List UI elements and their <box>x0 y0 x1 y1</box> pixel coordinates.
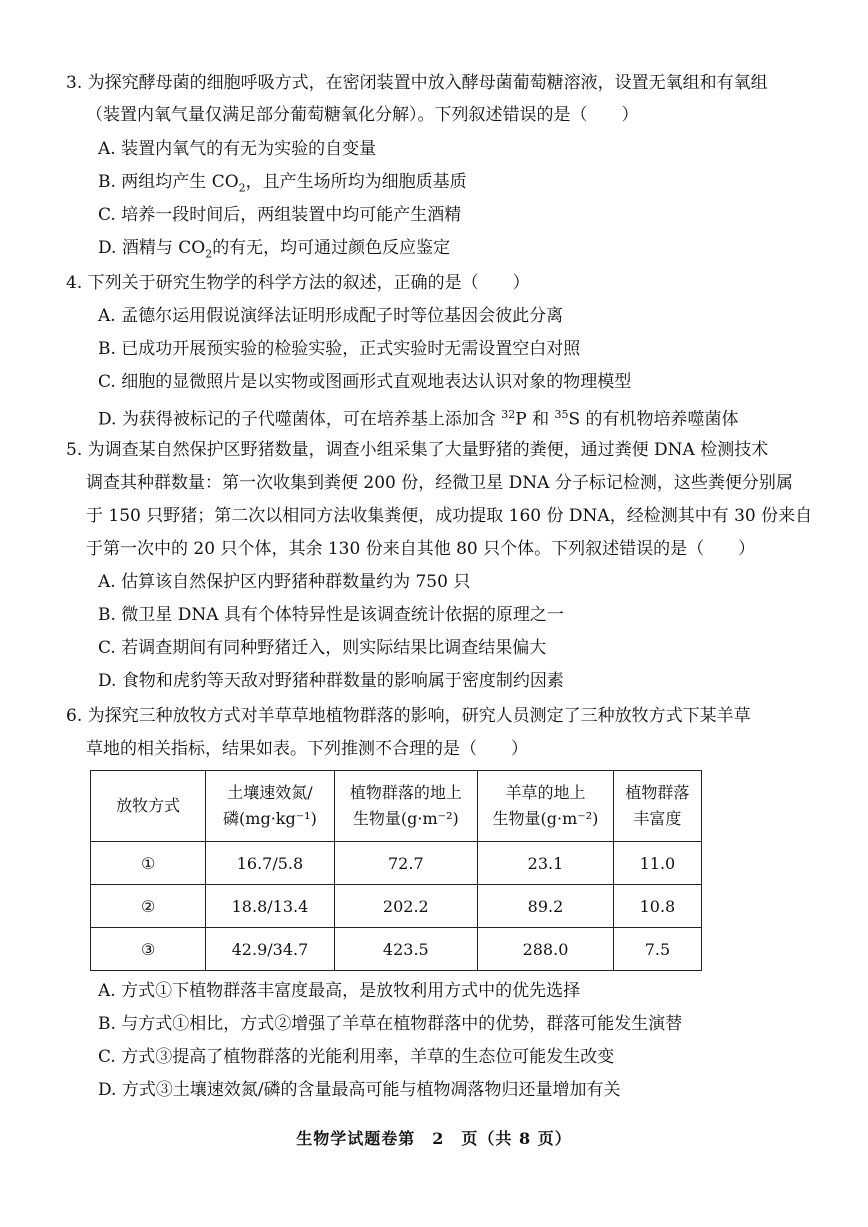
table-cell: ③ <box>91 928 206 971</box>
header-leymus-biomass-line1: 羊草的地上 <box>505 783 586 802</box>
header-leymus-biomass <box>478 771 614 842</box>
q4-option-c: C. 细胞的显微照片是以实物或图画形式直观地表达认识对象的物理模型 <box>98 372 632 392</box>
table-cell: 16.7/5.8 <box>206 842 334 885</box>
q3-option-b-text: B. 两组均产生 CO <box>98 172 239 192</box>
header-soil-n-p <box>206 771 334 842</box>
q5-stem-line2: 调查其种群数量：第一次收集到粪便 200 份，经微卫星 DNA 分子标记检测，这些粪便分别属 <box>86 473 793 493</box>
q3-option-d-sub: 2 <box>205 247 213 261</box>
q4-option-d <box>98 404 739 431</box>
header-soil-n-p-line2: 磷(mg·kg⁻¹) <box>223 809 317 828</box>
q3-option-c: C. 培养一段时间后，两组装置中均可能产生酒精 <box>98 205 462 225</box>
table-cell: 18.8/13.4 <box>206 885 334 928</box>
table-header-row <box>91 771 702 842</box>
header-community-biomass <box>334 771 478 842</box>
q4-option-d-text-mid: P 和 <box>515 409 555 430</box>
header-community-biomass-line1: 植物群落的地上 <box>349 783 462 802</box>
q4-option-d-sup1: 32 <box>501 408 516 421</box>
table-cell: ② <box>91 885 206 928</box>
q5-option-a: A. 估算该自然保护区内野猪种群数量约为 750 只 <box>98 572 471 592</box>
q3-option-d-text: D. 酒精与 CO <box>98 238 206 258</box>
table-row <box>91 928 702 971</box>
q6-option-d: D. 方式③土壤速效氮/磷的含量最高可能与植物凋落物归还量增加有关 <box>98 1080 621 1100</box>
q3-stem-line2: （装置内氧气量仅满足部分葡萄糖氧化分解）。下列叙述错误的是（ ） <box>86 105 639 125</box>
q4-option-b: B. 已成功开展预实验的检验实验，正式实验时无需设置空白对照 <box>98 339 581 359</box>
table-cell: 42.9/34.7 <box>206 928 334 971</box>
q5-stem-line3: 于 150 只野猪；第二次以相同方法收集粪便，成功提取 160 份 DNA，经检测其中有 30 份来自 <box>86 506 813 526</box>
q6-option-b: B. 与方式①相比，方式②增强了羊草在植物群落中的优势，群落可能发生演替 <box>98 1014 683 1034</box>
q3-option-b-sub: 2 <box>238 181 246 195</box>
table-cell: 89.2 <box>478 885 614 928</box>
q3-option-d <box>98 237 450 265</box>
table-row <box>91 842 702 885</box>
header-richness-line1: 植物群落 <box>625 783 690 802</box>
q3-option-b <box>98 171 467 199</box>
table-cell: 288.0 <box>478 928 614 971</box>
q4-option-d-sup2: 35 <box>554 408 569 421</box>
q4-stem: 4. 下列关于研究生物学的科学方法的叙述，正确的是（ ） <box>66 273 530 293</box>
table-cell: 72.7 <box>334 842 478 885</box>
table-cell: 23.1 <box>478 842 614 885</box>
header-richness-line2: 丰富度 <box>633 809 682 828</box>
header-grazing-mode-text: 放牧方式 <box>116 796 181 815</box>
table-cell: ① <box>91 842 206 885</box>
table-cell: 202.2 <box>334 885 478 928</box>
q5-stem-line4: 于第一次中的 20 只个体，其余 130 份来自其他 80 只个体。下列叙述错误的是（ ） <box>86 539 756 559</box>
grazing-data-table <box>90 770 702 971</box>
table-cell: 11.0 <box>613 842 701 885</box>
q3-option-a: A. 装置内氧气的有无为实验的自变量 <box>98 139 377 159</box>
q6-stem-line2: 草地的相关指标，结果如表。下列推测不合理的是（ ） <box>86 739 528 759</box>
q5-option-d: D. 食物和虎豹等天敌对野猪种群数量的影响属于密度制约因素 <box>98 671 564 691</box>
table-cell: 423.5 <box>334 928 478 971</box>
table-row <box>91 885 702 928</box>
table-cell: 7.5 <box>613 928 701 971</box>
q3-stem-line1: 3. 为探究酵母菌的细胞呼吸方式，在密闭装置中放入酵母菌葡萄糖溶液，设置无氧组和有氧组 <box>66 73 768 93</box>
header-community-biomass-line2: 生物量(g·m⁻²) <box>352 809 459 828</box>
q6-option-c: C. 方式③提高了植物群落的光能利用率，羊草的生态位可能发生改变 <box>98 1047 615 1067</box>
q4-option-d-text-end: S 的有机物培养噬菌体 <box>568 409 739 430</box>
page-footer: 生物学试题卷第 2 页（共 8 页） <box>296 1129 572 1148</box>
q5-option-b: B. 微卫星 DNA 具有个体特异性是该调查统计依据的原理之一 <box>98 605 564 625</box>
header-grazing-mode <box>91 771 206 842</box>
header-richness <box>613 771 701 842</box>
q5-stem-line1: 5. 为调查某自然保护区野猪数量，调查小组采集了大量野猪的粪便，通过粪便 DNA 检测技术 <box>66 440 769 460</box>
table-cell: 10.8 <box>613 885 701 928</box>
q3-option-d-text-end: 的有无，均可通过颜色反应鉴定 <box>212 238 451 258</box>
q5-option-c: C. 若调查期间有同种野猪迁入，则实际结果比调查结果偏大 <box>98 638 547 658</box>
header-soil-n-p-line1: 土壤速效氮/ <box>227 783 313 802</box>
q4-option-d-text: D. 为获得被标记的子代噬菌体，可在培养基上添加含 <box>98 409 502 430</box>
q4-option-a: A. 孟德尔运用假说演绎法证明形成配子时等位基因会彼此分离 <box>98 306 564 326</box>
q6-option-a: A. 方式①下植物群落丰富度最高，是放牧利用方式中的优先选择 <box>98 981 581 1001</box>
header-leymus-biomass-line2: 生物量(g·m⁻²) <box>492 809 599 828</box>
q6-stem-line1: 6. 为探究三种放牧方式对羊草草地植物群落的影响，研究人员测定了三种放牧方式下某羊草 <box>66 706 751 726</box>
q3-option-b-text-end: ，且产生场所均为细胞质基质 <box>245 172 467 192</box>
